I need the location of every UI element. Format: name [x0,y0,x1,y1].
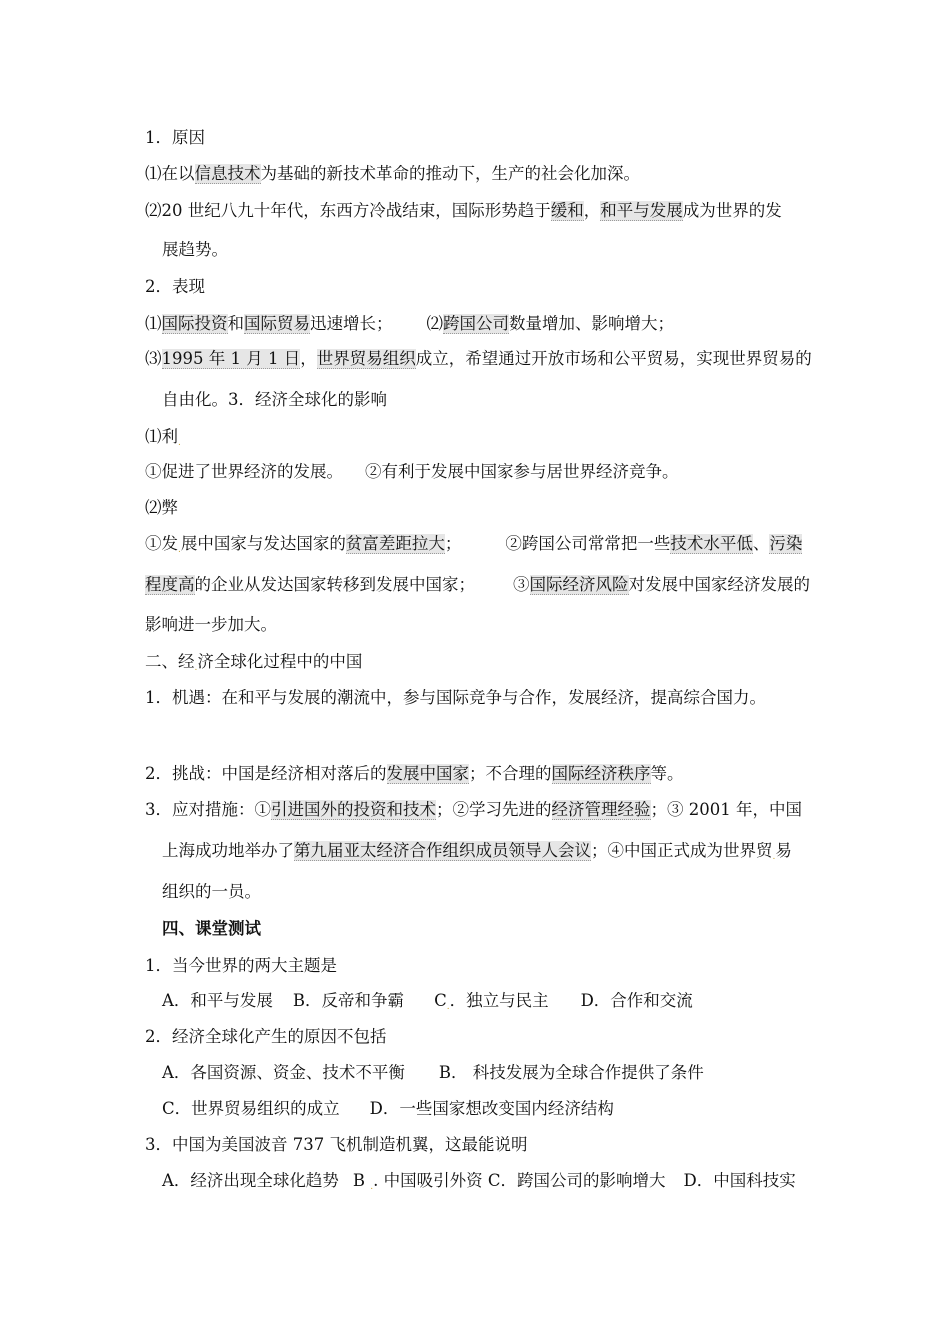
highlight: 贫富差距拉大 [345,534,445,553]
text: 展中国家与发达国家的 [180,534,346,553]
paragraph [162,840,792,868]
text: ①促进了世界经济的发展。 [145,462,343,481]
text: 为基础的新技术革命的推动下，生产的社会化加深。 [260,164,640,183]
text: 3．应对措施：① [145,800,271,819]
edit-mark: . [194,663,198,673]
answer-options [162,1062,704,1084]
text: ⑴ [145,314,162,333]
heading-performance [145,276,205,298]
text: ⑵20 世纪八九十年代，东西方冷战结束，国际形势趋于 [145,201,551,220]
text: ， [300,349,317,368]
text: B． 科技发展为全球合作提供了条件 [438,1063,704,1082]
highlight: 国际经济风险 [529,575,629,594]
highlight: 信息技术 [194,164,261,183]
highlight: 世界贸易组织 [316,349,416,368]
paragraph [145,763,684,785]
highlight: 1995 年 1 月 1 日 [161,349,301,368]
highlight: 国际贸易 [244,314,310,333]
text: 2．经济全球化产生的原因不包括 [145,1027,387,1046]
text: ；不合理的 [469,764,552,783]
highlight: 引进国外的投资和技术 [271,800,436,819]
edit-mark: . [178,545,181,555]
paragraph [145,799,802,821]
paragraph [145,313,674,335]
text: A．各国资源、资金、技术不平衡 [162,1063,405,1082]
text: 组织的一员。 [162,882,261,901]
paragraph [145,574,810,596]
text: ⑵弊 [145,498,178,517]
highlight: 第九届亚太经济合作组织成员领导人会议 [294,841,591,860]
question [145,955,337,977]
text: B [352,1171,371,1190]
paragraph [145,348,812,370]
paragraph [145,163,640,185]
text: . 中国吸引外资 C．跨国公司的影响增大 [373,1171,666,1190]
paragraph [145,497,178,519]
text: 对发展中国家经济发展的 [628,575,810,594]
highlight: 程度高 [145,575,195,594]
section-heading [145,651,362,679]
text: 自由化。3．经济全球化的影响 [162,390,387,409]
highlight: 国际投资 [161,314,228,333]
highlight: 和平与发展 [600,201,683,220]
text: 数量增加、影响增大； [509,314,674,333]
edit-mark: . [772,852,776,862]
highlight: 国际经济秩序 [551,764,651,783]
highlight: 技术水平低 [670,534,753,553]
highlight: 经济管理经验 [551,800,651,819]
text: 1．当今世界的两大主题是 [145,956,337,975]
text: ⑵ [426,314,443,333]
text: 、 [752,534,770,553]
text: ②跨国公司常常把一些 [505,534,671,553]
text: ；④中国正式成为世界贸 [591,841,773,860]
highlight: 跨国公司 [443,314,509,333]
text: 成为世界的发 [682,201,782,220]
text: 迅速增长； [310,314,393,333]
paragraph [145,687,766,709]
edit-mark: . [446,1002,450,1012]
text: ①发 [145,534,178,553]
paragraph [162,239,228,261]
paragraph [162,389,387,411]
text: ．独立与民主 [449,991,549,1010]
text: D．一些国家想改变国内经济结构 [369,1099,614,1118]
text: 上海成功地举办了 [162,841,294,860]
question [145,1134,527,1156]
highlight: 缓和 [550,201,584,220]
text: B．反帝和争霸 [292,991,405,1010]
paragraph [145,200,782,222]
text: 展趋势。 [162,240,228,259]
text: ⑴利 [145,427,178,446]
text: A．和平与发展 [162,991,273,1010]
heading-cause [145,127,205,149]
text: ；③ 2001 年，中国 [650,800,802,819]
text: 的企业从发达国家转移到发展中国家； [194,575,475,594]
text: D．中国科技实 [683,1171,796,1190]
text: 2．表现 [145,277,205,296]
text: A．经济出现全球化趋势 [162,1171,339,1190]
text: 1．原因 [145,128,205,147]
text: D．合作和交流 [580,991,693,1010]
text: C [434,991,447,1010]
edit-mark: . [178,438,181,448]
question [145,1026,387,1048]
text: 易 [775,841,792,860]
text: ， [583,201,601,220]
paragraph [145,426,181,454]
paragraph [145,533,802,561]
text: 2．挑战：中国是经济相对落后的 [145,764,387,783]
highlight: 污染 [769,534,803,553]
paragraph [145,614,277,636]
text: ； [444,534,462,553]
paragraph [162,881,261,903]
text: ②有利于发展中国家参与居世界经济竞争。 [365,462,679,481]
text: 和 [227,314,244,333]
text: ③ [513,575,530,594]
answer-options [162,1098,614,1120]
answer-options [162,1170,796,1198]
text: 四、课堂测试 [162,919,261,938]
text: 1．机遇：在和平与发展的潮流中，参与国际竞争与合作，发展经济，提高综合国力。 [145,688,766,707]
paragraph [145,461,679,483]
text: 等。 [650,764,684,783]
text: 成立，希望通过开放市场和公平贸易，实现世界贸易的 [415,349,812,368]
text: ；②学习先进的 [436,800,552,819]
text: C．世界贸易组织的成立 [162,1099,340,1118]
text: ⑶ [145,349,162,368]
section-heading [162,918,261,940]
text: 3．中国为美国波音 737 飞机制造机翼，这最能说明 [145,1135,528,1154]
highlight: 发展中国家 [386,764,469,783]
text: 影响进一步加大。 [145,615,277,634]
text: 济全球化过程中的中国 [197,652,363,671]
text: 二、经 [145,652,195,671]
text: ⑴在以 [145,164,195,183]
answer-options [162,990,693,1018]
edit-mark: . [370,1182,374,1192]
